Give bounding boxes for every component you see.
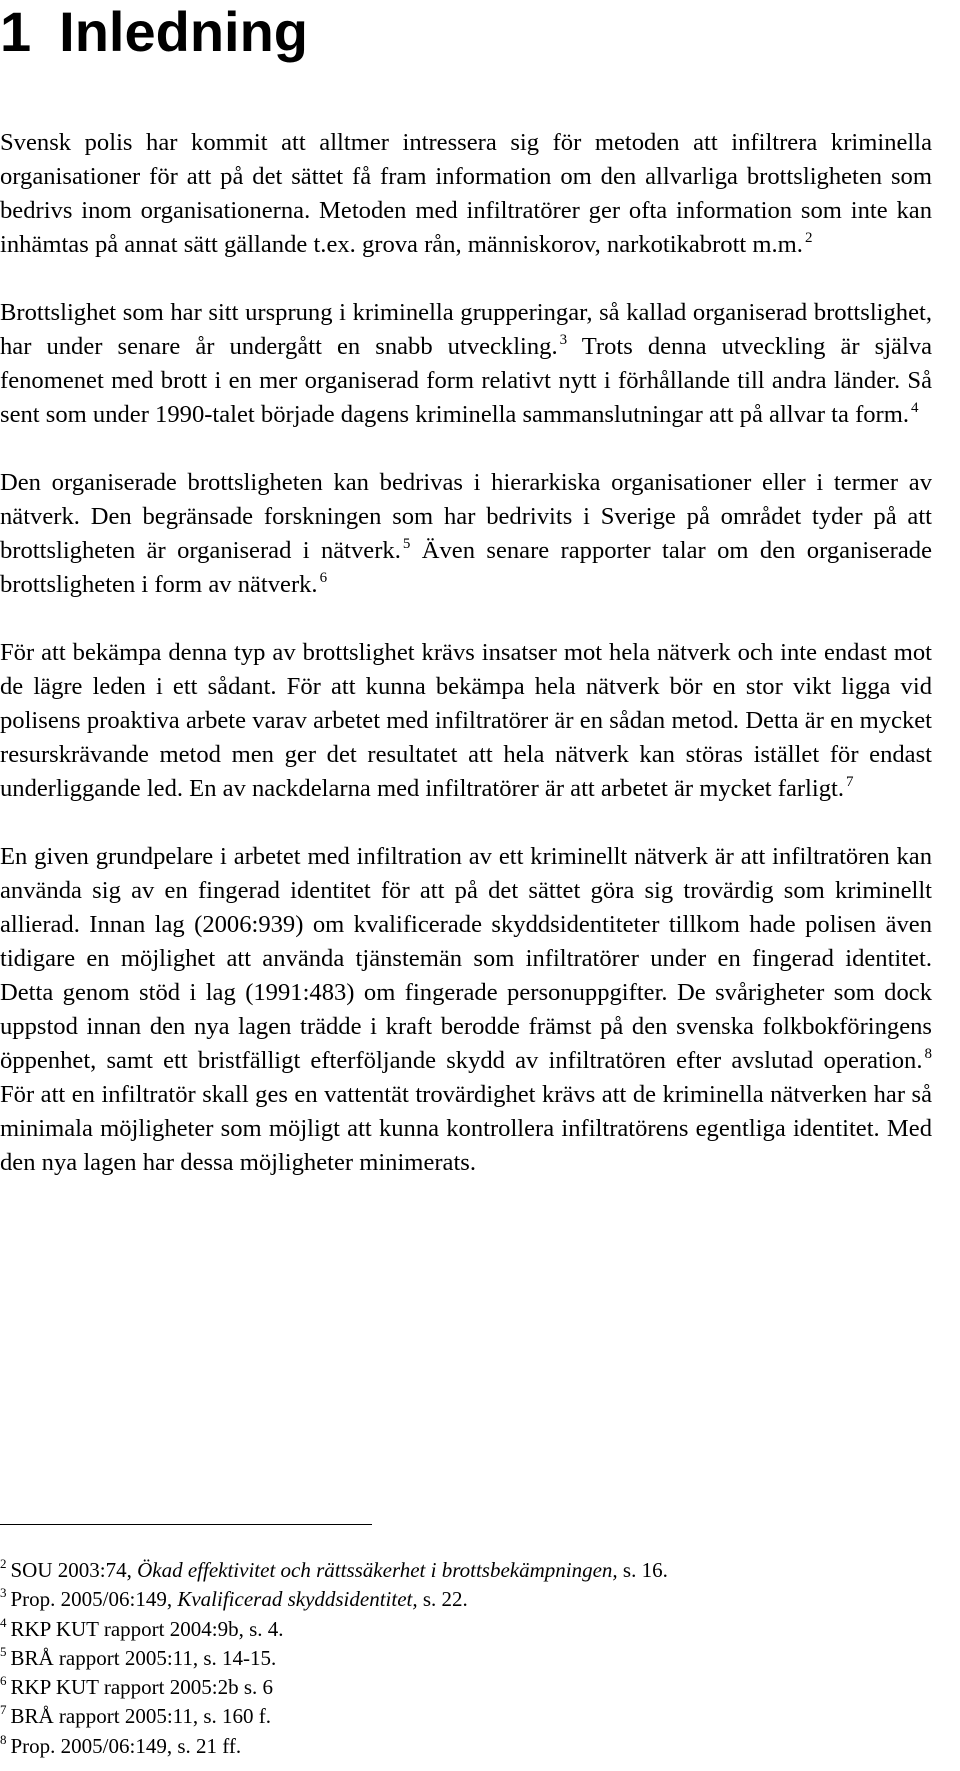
- footnote-title: Kvalificerad skyddsidentitet,: [177, 1587, 418, 1612]
- footnote: [0, 1673, 668, 1702]
- footnote-text: RKP KUT rapport 2005:2b s. 6: [10, 1675, 273, 1700]
- paragraph: [0, 840, 932, 1180]
- footnote-number: 5: [0, 1643, 7, 1659]
- footnote-text: Prop. 2005/06:149, s. 21 ff.: [10, 1733, 242, 1758]
- paragraph-text: Trots denna utveckling är själva fenomenet med brott i en mer organiserad form relativt nytt i förhållande till andra länder. Så sent som under 1990-talet började dagens kriminella sammanslutningar att på allvar ta form.: [0, 333, 932, 428]
- footnote-title: Ökad effektivitet och rättssäkerhet i brottsbekämpningen,: [137, 1558, 618, 1582]
- footnote-number: 2: [0, 1556, 7, 1571]
- footnote: [0, 1732, 668, 1761]
- footnote: [0, 1585, 668, 1614]
- footnote-page: s. 16.: [617, 1558, 668, 1582]
- footnote-reference: 7: [846, 774, 854, 790]
- footnote-text: RKP KUT rapport 2004:9b, s. 4.: [10, 1616, 284, 1641]
- footnote-separator: [0, 1524, 372, 1525]
- paragraph: [0, 126, 932, 262]
- footnote: [0, 1556, 668, 1585]
- footnote-reference: 5: [402, 536, 411, 552]
- footnote-reference: 4: [911, 400, 919, 416]
- chapter-title: Inledning: [59, 0, 309, 63]
- paragraph-text: En given grundpelare i arbetet med infiltration av ett kriminellt nätverk är att infiltratören kan använda sig av en fingerad identitet för att på det sättet göra sig trovärdig som kriminellt allierad. Innan lag (2006:939) om kvalificerade skyddsidentiteter tillkom hade polisen även tidigare en möjlighet att använda tjänstemän som infiltratörer under en fingerad identitet. Detta genom stöd i lag (1991:483) om fingerade personuppgifter. De svårigheter som dock uppstod innan den nya lagen trädde i kraft berodde främst på den svenska folkbokföringens öppenhet, samt ett bristfälligt efterföljande skydd av infiltratören efter avslutad operation.: [0, 843, 932, 1074]
- footnote-reference: 6: [319, 570, 328, 586]
- footnote-reference: 3: [559, 332, 568, 348]
- footnote-reference: 2: [804, 230, 813, 246]
- paragraph-text: Svensk polis har kommit att alltmer intressera sig för metoden att infiltrera kriminella organisationer för att på det sättet få fram information om den allvarliga brottsligheten som bedrivs inom organisationerna. Metoden med infiltratörer ger ofta information som inte kan inhämtas på annat sätt gällande t.ex. grova rån, människorov, narkotikabrott m.m.: [0, 129, 932, 258]
- footnote: [0, 1702, 668, 1731]
- footnote-page: s. 22.: [417, 1587, 468, 1612]
- chapter-heading: [0, 0, 308, 64]
- footnote-number: 4: [0, 1614, 7, 1630]
- chapter-number: 1: [0, 0, 32, 63]
- footnote-text: BRÅ rapport 2005:11, s. 160 f.: [10, 1704, 272, 1729]
- footnote: [0, 1644, 668, 1673]
- footnote-number: 8: [0, 1731, 7, 1747]
- paragraph-text: För att bekämpa denna typ av brottslighet krävs insatser mot hela nätverk och inte endast mot de lägre leden i ett sådant. För att kunna bekämpa hela nätverk bör en stor vikt ligga vid polisens proaktiva arbete varav arbetet med infiltratörer är en sådan metod. Detta är en mycket resurskrävande metod men ger det resultatet att hela nätverk kan störas istället för endast underliggande led. En av nackdelarna med infiltratörer är att arbetet är mycket farligt.: [0, 639, 932, 802]
- paragraph-text: Även senare rapporter talar om den organiserade brottsligheten i form av nätverk.: [0, 537, 932, 598]
- footnote: [0, 1615, 668, 1644]
- footnote-number: 3: [0, 1585, 7, 1601]
- paragraph: [0, 636, 932, 806]
- footnote-reference: 8: [924, 1046, 932, 1062]
- paragraph: [0, 466, 932, 602]
- paragraph-text: Den organiserade brottsligheten kan bedrivas i hierarkiska organisationer eller i termer av nätverk. Den begränsade forskningen som har bedrivits i Sverige på området tyder på att brottsligheten är organiserad i nätverk.: [0, 469, 932, 564]
- footnote-number: 7: [0, 1702, 7, 1718]
- body-text: [0, 126, 932, 1214]
- footnote-text: SOU 2003:74,: [10, 1558, 138, 1582]
- footnote-text: Prop. 2005/06:149,: [10, 1587, 178, 1612]
- footnotes: [0, 1556, 668, 1761]
- paragraph-text: Brottslighet som har sitt ursprung i kriminella grupperingar, så kallad organiserad brottslighet, har under senare år undergått en snabb utveckling.: [0, 299, 932, 360]
- paragraph-text: För att en infiltratör skall ges en vattentät trovärdighet krävs att de kriminella nätverken har så minimala möjligheter som möjligt att kunna kontrollera infiltratörens egentliga identitet. Med den nya lagen har dessa möjligheter minimerats.: [0, 1081, 932, 1176]
- footnote-number: 6: [0, 1673, 7, 1689]
- paragraph: [0, 296, 932, 432]
- footnote-text: BRÅ rapport 2005:11, s. 14-15.: [10, 1645, 277, 1670]
